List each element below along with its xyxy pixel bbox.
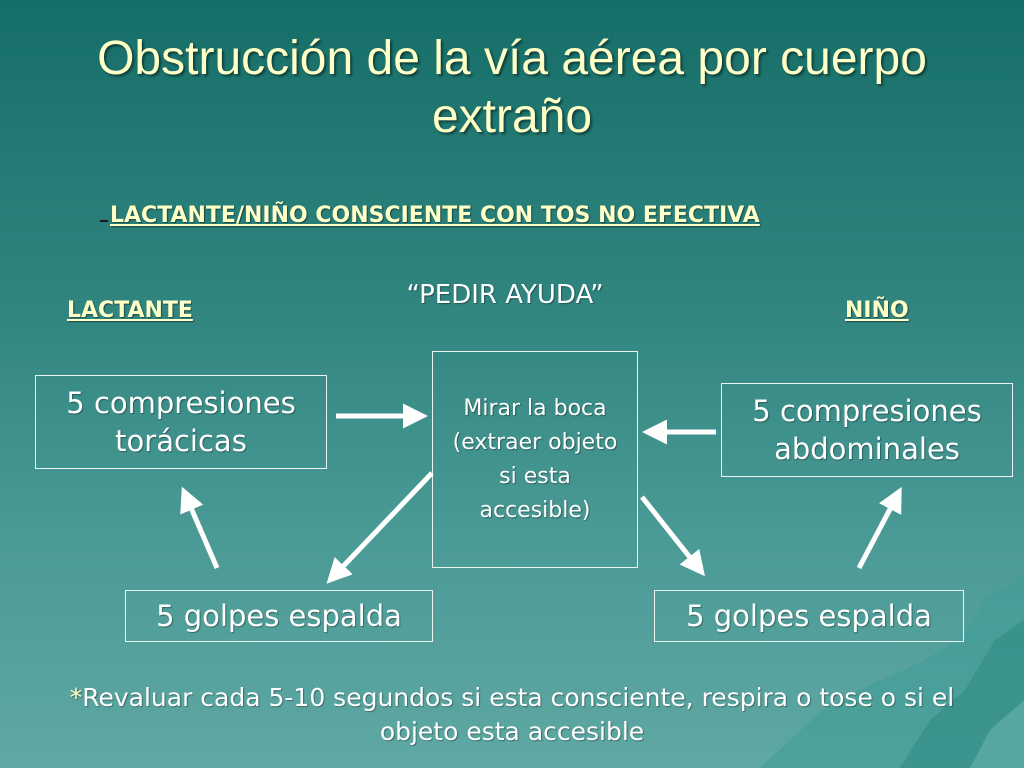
footnote-star: * (69, 683, 83, 712)
subtitle-text: LACTANTE/NIÑO CONSCIENTE CON TOS NO EFECTIVA (110, 203, 760, 228)
arrow-infant-blows-to-chest (185, 494, 217, 568)
arrow-mouth-to-infant-blows (332, 473, 432, 578)
infant-back-blows-text: 5 golpes espalda (156, 599, 402, 633)
footnote-text: Revaluar cada 5-10 segundos si esta consciente, respira o tose o si el objeto esta accesible (82, 683, 955, 746)
slide-title: Obstrucción de la vía aérea por cuerpo extraño (97, 32, 927, 143)
infant-label: LACTANTE (67, 298, 193, 323)
check-mouth-text: Mirar la boca (extraer objeto si esta accesible) (452, 395, 618, 523)
child-label: NIÑO (845, 298, 909, 323)
arrow-child-blows-to-abdominal (859, 494, 898, 568)
arrow-mouth-to-child-blows (642, 497, 700, 570)
child-back-blows-text: 5 golpes espalda (686, 599, 932, 633)
chest-compressions-text: 5 compresiones torácicas (66, 386, 296, 458)
footnote (30, 681, 994, 749)
ask-for-help-text: “PEDIR AYUDA” (406, 280, 604, 310)
abdominal-compressions-text: 5 compresiones abdominales (752, 394, 982, 466)
